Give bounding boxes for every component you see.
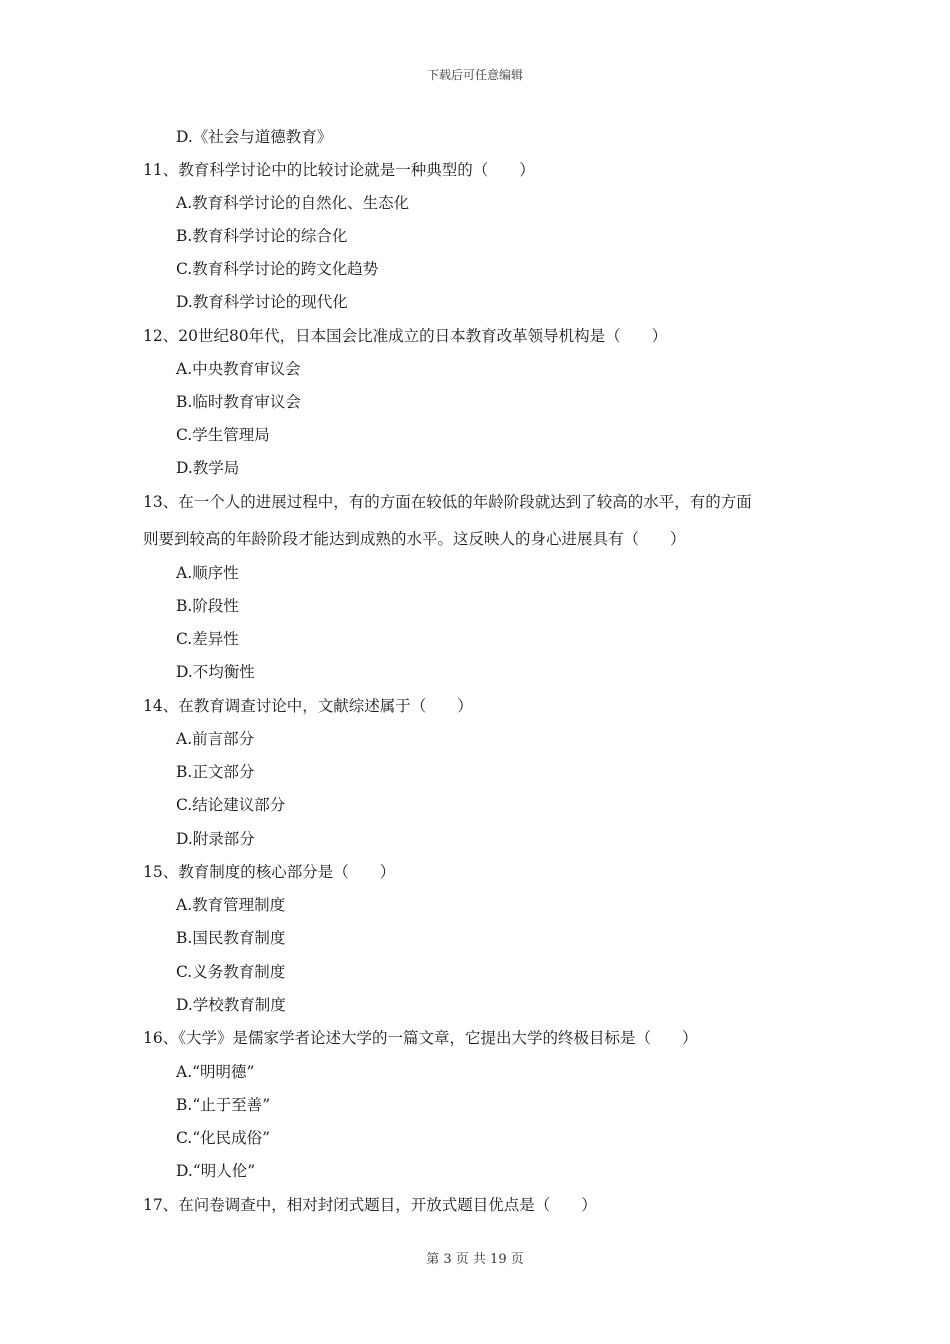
question-13-line-2: 则要到较高的年龄阶段才能达到成熟的水平。这反映人的身心进展具有（ ） bbox=[143, 530, 686, 548]
option-16-d: D.“明人伦” bbox=[176, 1162, 256, 1180]
option-16-a: A.“明明德” bbox=[176, 1063, 255, 1081]
option-11-b: B.教育科学讨论的综合化 bbox=[176, 227, 348, 245]
option-12-d: D.教学局 bbox=[176, 459, 240, 477]
option-14-d: D.附录部分 bbox=[176, 830, 255, 848]
option-15-b: B.国民教育制度 bbox=[176, 929, 286, 947]
option-14-b: B.正文部分 bbox=[176, 763, 255, 781]
option-13-a: A.顺序性 bbox=[176, 564, 239, 582]
option-13-d: D.不均衡性 bbox=[176, 663, 255, 681]
question-14: 14、在教育调查讨论中，文献综述属于（ ） bbox=[143, 697, 473, 715]
page-footer: 第 3 页 共 19 页 bbox=[426, 1252, 524, 1267]
option-10-d: D.《社会与道德教育》 bbox=[176, 128, 333, 146]
option-15-d: D.学校教育制度 bbox=[176, 996, 286, 1014]
option-13-b: B.阶段性 bbox=[176, 597, 239, 615]
question-13-line-1: 13、在一个人的进展过程中，有的方面在较低的年龄阶段就达到了较高的水平，有的方面 bbox=[143, 493, 752, 511]
option-15-c: C.义务教育制度 bbox=[176, 963, 286, 981]
option-16-b: B.“止于至善” bbox=[176, 1096, 271, 1114]
option-11-c: C.教育科学讨论的跨文化趋势 bbox=[176, 260, 379, 278]
question-12: 12、20世纪80年代，日本国会比准成立的日本教育改革领导机构是（ ） bbox=[143, 327, 668, 345]
option-12-c: C.学生管理局 bbox=[176, 426, 270, 444]
question-11: 11、教育科学讨论中的比较讨论就是一种典型的（ ） bbox=[143, 161, 535, 179]
option-11-d: D.教育科学讨论的现代化 bbox=[176, 293, 348, 311]
option-11-a: A.教育科学讨论的自然化、生态化 bbox=[176, 194, 410, 212]
page-header: 下载后可任意编辑 bbox=[426, 68, 523, 82]
option-14-c: C.结论建议部分 bbox=[176, 796, 286, 814]
option-15-a: A.教育管理制度 bbox=[176, 896, 286, 914]
option-14-a: A.前言部分 bbox=[176, 730, 255, 748]
option-12-a: A.中央教育审议会 bbox=[176, 360, 301, 378]
question-17: 17、在问卷调查中，相对封闭式题目，开放式题目优点是（ ） bbox=[143, 1196, 597, 1214]
option-16-c: C.“化民成俗” bbox=[176, 1129, 271, 1147]
option-12-b: B.临时教育审议会 bbox=[176, 393, 301, 411]
option-13-c: C.差异性 bbox=[176, 630, 239, 648]
question-15: 15、教育制度的核心部分是（ ） bbox=[143, 863, 396, 881]
question-16: 16、《大学》是儒家学者论述大学的一篇文章，它提出大学的终极目标是（ ） bbox=[143, 1029, 698, 1047]
